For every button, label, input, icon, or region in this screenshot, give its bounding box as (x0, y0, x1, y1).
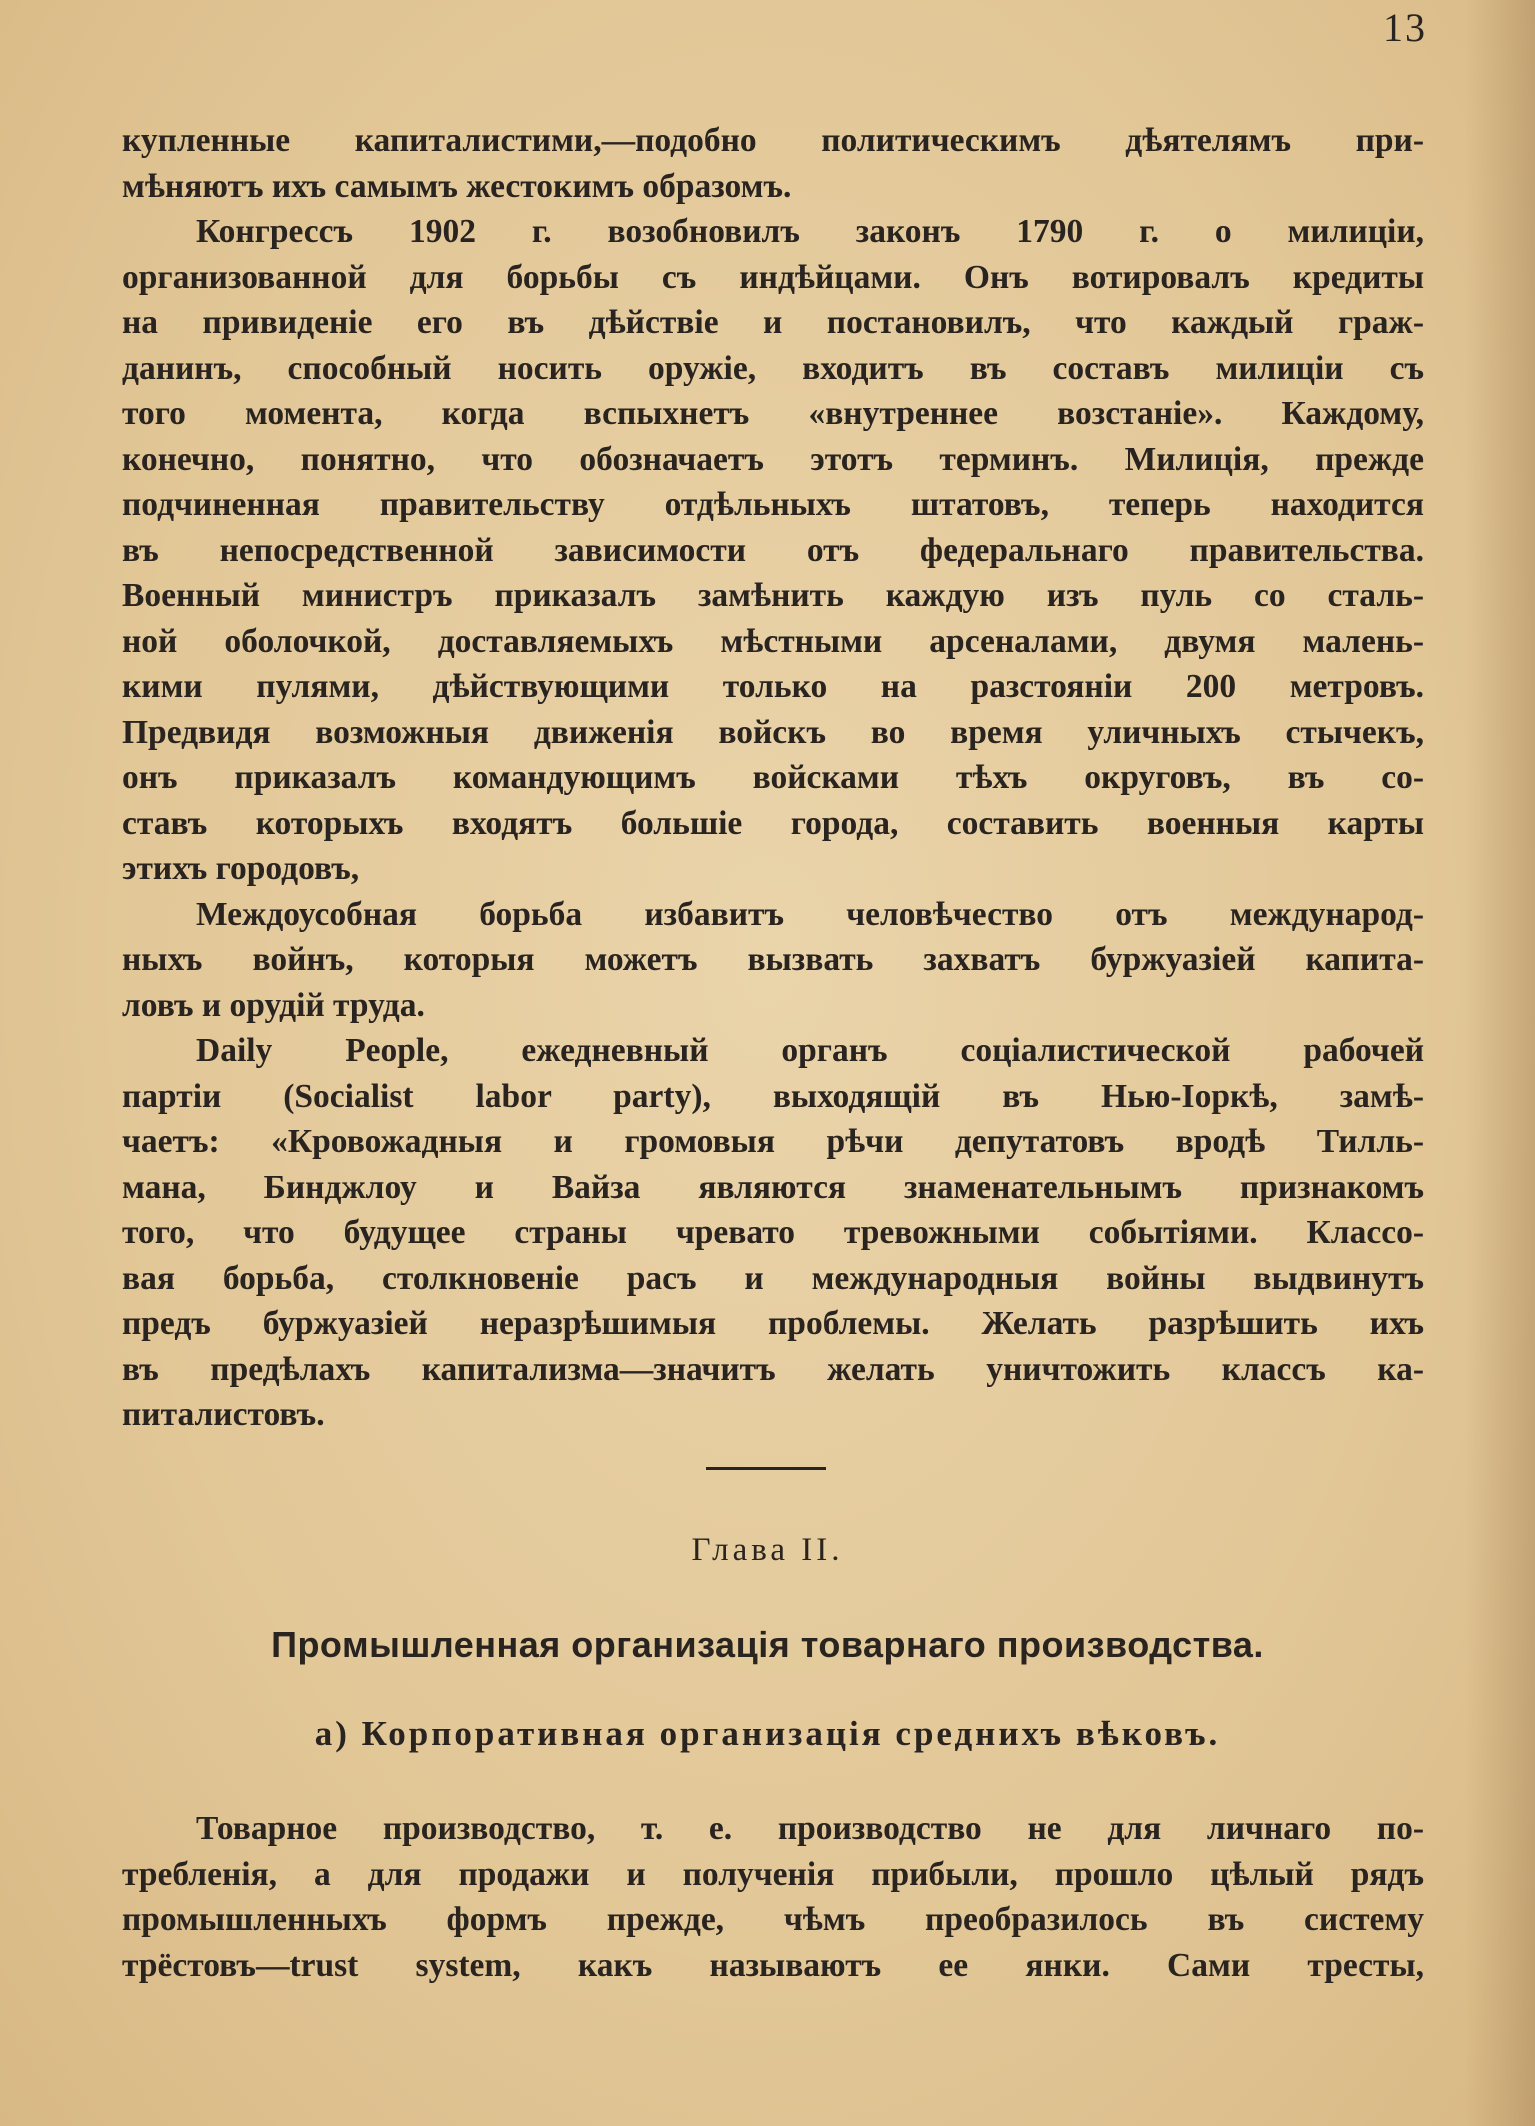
text-line: Междоусобная борьба избавитъ человѣчество отъ международ- (196, 895, 1424, 933)
text-line: мѣняютъ ихъ самымъ жестокимъ образомъ. (122, 167, 792, 205)
text-line: кими пулями, дѣйствующими только на разстояніи 200 метровъ. (122, 668, 1424, 705)
text-line: питалистовъ. (122, 1396, 325, 1433)
text-line: Daily People, ежедневный органъ соціалистической рабочей (196, 1032, 1424, 1069)
text-line: подчиненная правительству отдѣльныхъ штатовъ, теперь находится (122, 486, 1424, 523)
text-line: организованной для борьбы съ индѣйцами. Онъ вотировалъ кредиты (122, 258, 1424, 296)
text-line: на привиденіе его въ дѣйствіе и постановилъ, что каждый граж- (122, 304, 1424, 341)
section-title: а) Корпоративная организація среднихъ вѣковъ. (314, 1714, 1221, 1753)
chapter-label: Глава II. (691, 1532, 844, 1568)
text-line: чаетъ: «Кровожадныя и громовыя рѣчи депутатовъ вродѣ Тилль- (122, 1123, 1424, 1160)
text-line: ныхъ войнъ, которыя можетъ вызвать захватъ буржуазіей капита- (122, 941, 1424, 978)
text-line: Товарное производство, т. е. производство не для личнаго по- (196, 1810, 1424, 1847)
text-line: требленія, а для продажи и полученія прибыли, прошло цѣлый рядъ (122, 1855, 1424, 1893)
text-line: того момента, когда вспыхнетъ «внутреннее возстаніе». Каждому, (122, 395, 1424, 432)
text-line: мана, Бинджлоу и Вайза являются знаменательнымъ признакомъ (122, 1168, 1424, 1206)
text-line: купленные капиталистими,—подобно политическимъ дѣятелямъ при- (122, 122, 1424, 159)
body-text-top (122, 118, 1424, 1438)
text-line: трёстовъ—trust system, какъ называютъ ее янки. Сами тресты, (122, 1946, 1424, 1984)
page-number: 13 (1383, 5, 1427, 50)
text-line: этихъ городовъ, (122, 850, 360, 887)
section-divider (706, 1467, 826, 1470)
text-line: ловъ и орудій труда. (122, 986, 425, 1024)
chapter-title: Промышленная организація товарнаго производства. (271, 1624, 1264, 1665)
text-line: въ предѣлахъ капитализма—значитъ желать уничтожить классъ ка- (122, 1350, 1424, 1388)
text-line: ной оболочкой, доставляемыхъ мѣстными арсеналами, двумя малень- (122, 622, 1424, 660)
text-line: ставъ которыхъ входятъ большіе города, составить военныя карты (122, 804, 1424, 842)
text-line: промышленныхъ формъ прежде, чѣмъ преобразилось въ систему (122, 1901, 1424, 1938)
page-shadow (1465, 0, 1535, 2126)
text-line: Предвидя возможныя движенія войскъ во время уличныхъ стычекъ, (122, 713, 1424, 751)
text-line: данинъ, способный носить оружіе, входитъ въ составъ милиціи съ (122, 349, 1424, 387)
text-line: Военный министръ приказалъ замѣнить каждую изъ пуль со сталь- (122, 577, 1424, 614)
text-line: предъ буржуазіей неразрѣшимыя проблемы. Желать разрѣшить ихъ (122, 1305, 1424, 1342)
body-text-bottom (122, 1806, 1424, 1988)
text-line: партіи (Socialist labor party), выходящій въ Нью-Іоркѣ, замѣ- (122, 1077, 1424, 1115)
text-line: того, что будущее страны чревато тревожными событіями. Классо- (122, 1214, 1424, 1251)
text-line: вая борьба, столкновеніе расъ и международныя войны выдвинутъ (122, 1259, 1424, 1297)
text-line: конечно, понятно, что обозначаетъ этотъ терминъ. Милиція, прежде (122, 440, 1424, 478)
text-line: въ непосредственной зависимости отъ федеральнаго правительства. (122, 531, 1424, 569)
text-line: онъ приказалъ командующимъ войсками тѣхъ округовъ, въ со- (122, 759, 1424, 796)
text-line: Конгрессъ 1902 г. возобновилъ законъ 1790 г. о милиціи, (196, 213, 1424, 250)
